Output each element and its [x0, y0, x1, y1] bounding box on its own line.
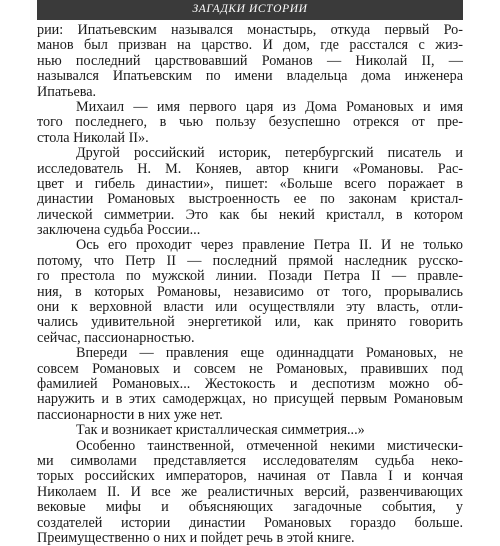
text-line: создателей истории династии Романовых гораздо больше. [37, 514, 463, 531]
text-line: чались удивительной энергетикой или, как принято говорить [37, 314, 463, 331]
text-line: цвет и гибель династии», пишет: «Больше всего поражает в [37, 175, 463, 192]
book-page [37, 0, 463, 546]
text-line: они к верховной власти или осуществляли эту власть, отли- [37, 299, 463, 316]
text-line: вековые мифы и объясняющих загадочные события, у [37, 499, 463, 516]
text-line: Преимущественно о них и пойдет речь в этой книге. [37, 529, 355, 546]
running-header [37, 0, 463, 20]
text-line: го престола по мужской линии. Позади Петра II — правле- [37, 268, 463, 285]
text-line: Ипатьева. [37, 83, 97, 100]
paragraph [37, 100, 463, 146]
body-text [37, 23, 463, 546]
paragraph [37, 146, 463, 238]
text-line: наружить и в этих самодержцах, но присущей первым Романовым [37, 391, 463, 408]
text-line: того последнего, в чью пользу безуспешно отрекся от пре- [37, 114, 463, 131]
text-line: заключена судьба России... [37, 222, 201, 239]
text-line: Так и возникает кристаллическая симметрия...» [76, 422, 365, 439]
text-line: ния, в которых Романовы, независимо от того, прорывались [37, 283, 463, 300]
text-line: нью последний царствовавший Романов — Николай II, — [37, 52, 463, 69]
text-line: пассионарности в них уже нет. [37, 406, 223, 423]
paragraph [37, 423, 463, 438]
text-line: Особенно таинственной, отмеченной некими мистически- [76, 437, 463, 454]
paragraph [37, 238, 463, 346]
text-line: Другой российский историк, петербургский писатель и [76, 145, 463, 162]
text-line: совсем Романовых и совсем не Романовых, правивших под [37, 360, 463, 377]
text-line: рии: Ипатьевским назывался монастырь, откуда первый Ро- [37, 22, 463, 38]
text-line: торых российских императоров, начиная от Павла I и кончая [37, 468, 463, 485]
text-line: династии Романовых выстроенность ее по законам кристал- [37, 191, 463, 208]
paragraph [37, 23, 463, 100]
text-line: назывался Ипатьевским по имени владельца дома инженера [37, 68, 463, 85]
running-header-title: ЗАГАДКИ ИСТОРИИ [192, 3, 308, 15]
text-line: потому, что Петр II — последний прямой наследник русско- [37, 252, 463, 269]
text-line: Ось его проходит через правление Петра II. И не только [76, 237, 463, 254]
text-line: ми символами представляется исследователям судьба неко- [37, 452, 463, 469]
text-line: сейчас, пассионарностью. [37, 329, 195, 346]
text-line: исследователь Н. М. Коняев, автор книги «Романовы. Рас- [37, 160, 463, 177]
text-line: Николаем II. И все же реалистичных версий, развенчивающих [37, 483, 463, 500]
paragraph [37, 346, 463, 423]
text-line: стола Николай II». [37, 129, 149, 146]
paragraph [37, 439, 463, 546]
text-line: Михаил — имя первого царя из Дома Романовых и имя [76, 98, 463, 115]
text-line: Впереди — правления еще одиннадцати Романовых, не [76, 345, 463, 362]
text-line: фамилией Романовых... Жестокость и деспотизм можно об- [37, 375, 463, 392]
text-line: манов был призван на царство. И дом, где расстался с жиз- [37, 37, 463, 54]
text-line: лической симметрии. Это как бы некий кристалл, в котором [37, 206, 463, 223]
